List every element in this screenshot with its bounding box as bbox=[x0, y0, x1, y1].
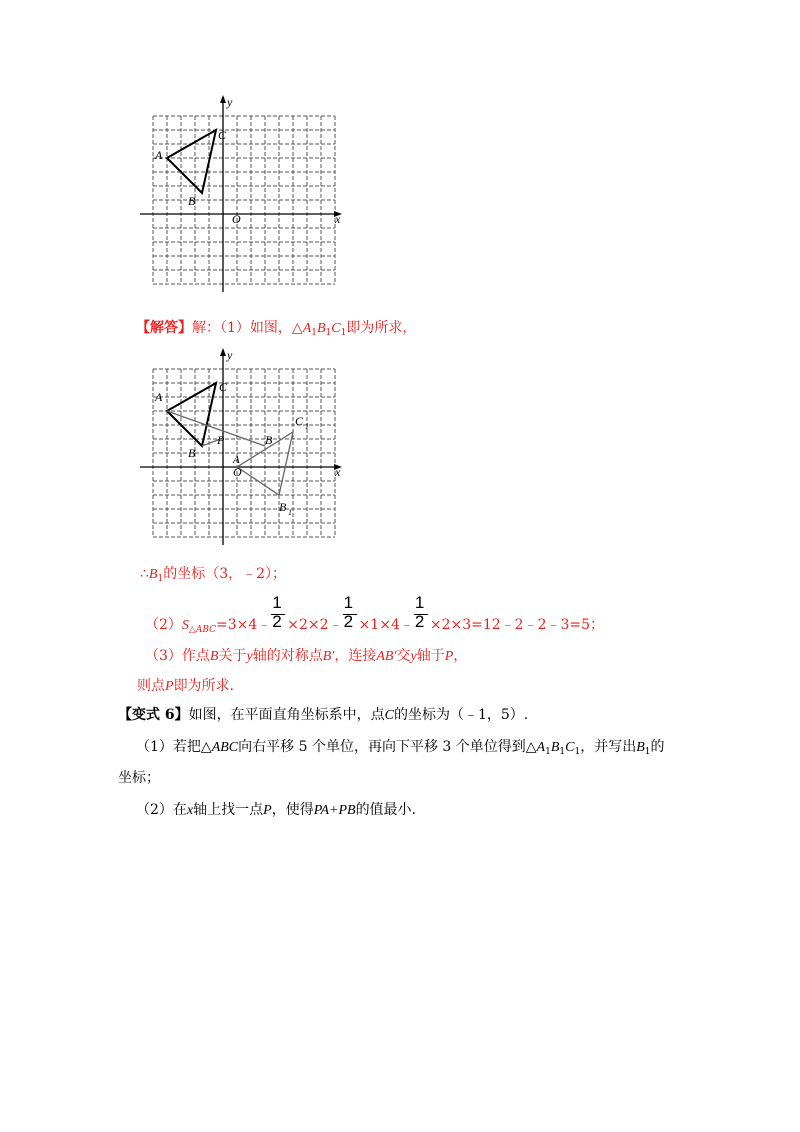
y-axis-arrow bbox=[220, 348, 226, 356]
label-a: A bbox=[155, 390, 163, 404]
solution-then: 则点P即为所求. bbox=[137, 678, 235, 694]
label-b: B bbox=[188, 446, 196, 460]
label-b1-sub: 1 bbox=[288, 508, 292, 517]
grid bbox=[153, 369, 335, 537]
label-c: C bbox=[218, 128, 227, 142]
label-b1: B bbox=[279, 500, 287, 514]
label-c: C bbox=[219, 380, 228, 394]
b1-coordinate: $\therefore B_1$的坐标（3，﹣2）； bbox=[140, 566, 287, 584]
label-origin: O bbox=[233, 465, 242, 479]
label-p: P bbox=[217, 433, 225, 447]
solution-part1: 【解答】解：（1）如图，$\triangle A_1B_1C_1$即为所求， bbox=[136, 320, 417, 338]
figure-original-triangle bbox=[135, 92, 350, 297]
label-c1: C bbox=[295, 414, 304, 428]
variant-tag: 【变式 6】 bbox=[118, 707, 189, 723]
label-x: x bbox=[335, 212, 341, 226]
axes bbox=[140, 97, 340, 292]
label-y: y bbox=[227, 348, 233, 362]
fraction-half: $\frac{1}{2}$ bbox=[414, 615, 430, 635]
label-a1: A bbox=[233, 454, 240, 466]
figure-solution bbox=[135, 345, 350, 550]
label-x: x bbox=[335, 465, 341, 479]
fraction-half: $\frac{1}{2}$ bbox=[343, 615, 359, 635]
label-c1-sub: 1 bbox=[305, 422, 309, 431]
fraction-half: $\frac{1}{2}$ bbox=[271, 615, 287, 635]
label-b-prime: B bbox=[265, 433, 273, 447]
label-origin: O bbox=[232, 212, 241, 226]
label-a: A bbox=[155, 148, 163, 162]
variant-part2: （2）在x轴上找一点P，使得PA+PB的值最小. bbox=[136, 802, 417, 818]
variant-question: 【变式 6】如图，在平面直角坐标系中，点C的坐标为（﹣1，5）. bbox=[118, 707, 529, 723]
axes bbox=[140, 350, 340, 545]
variant-part1: （1）若把△ABC向右平移 5 个单位，再向下平移 3 个单位得到$\triangle A_1B_1C_1$，并写出$B_1$的 bbox=[136, 739, 665, 757]
area-computation: $(2)S_{\triangle ABC}=3\times 4﹣$ $\frac{1}{2}$ ×2×2﹣ $\frac{1}{2}$ ×1×4﹣ $\frac{1}{2}$ ×2×3=12﹣2﹣2﹣3=5； bbox=[145, 593, 605, 635]
label-y: y bbox=[227, 95, 233, 109]
solution-part3: （3）作点B关于y轴的对称点B′，连接AB′交y轴于P， bbox=[145, 648, 468, 664]
y-axis-arrow bbox=[220, 95, 226, 103]
variant-part1-cont: 坐标； bbox=[118, 770, 160, 786]
grid bbox=[153, 116, 335, 284]
label-b: B bbox=[188, 194, 196, 208]
solution-tag: 【解答】 bbox=[136, 320, 192, 336]
